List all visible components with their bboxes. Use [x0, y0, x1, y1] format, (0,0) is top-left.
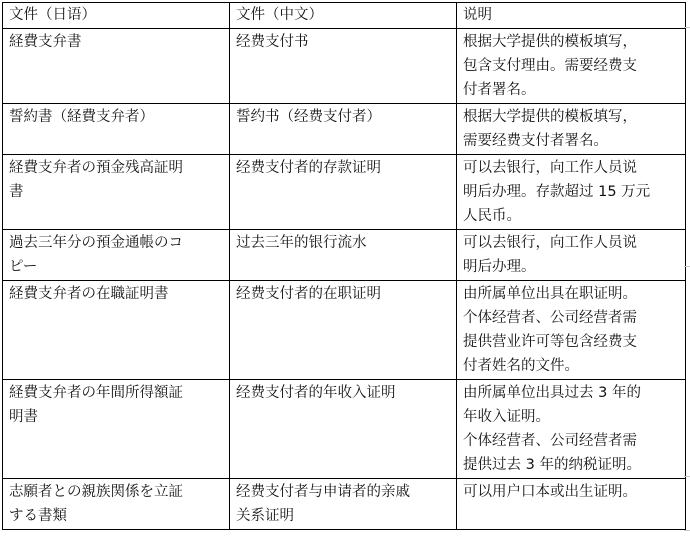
document-description: 根据大学提供的模板填写， 包含支付理由。需要经费支 付者署名。	[457, 29, 686, 104]
japanese-document-name: 誓約書（経費支弁者）	[3, 104, 230, 155]
page-edge-mark	[684, 530, 690, 531]
document-description: 可以用户口本或出生证明。	[457, 479, 686, 530]
page-edge-mark	[684, 476, 690, 477]
japanese-document-name: 経費支弁者の預金残高証明 書	[3, 155, 230, 230]
header-japanese-document: 文件（日语）	[3, 3, 230, 29]
japanese-document-name: 志願者との親族関係を立証 する書類	[3, 479, 230, 530]
chinese-document-name: 过去三年的银行流水	[230, 230, 457, 281]
chinese-document-name: 经费支付者的在职证明	[230, 281, 457, 380]
header-chinese-document: 文件（中文）	[230, 3, 457, 29]
table-row	[3, 380, 686, 479]
table-row	[3, 281, 686, 380]
chinese-document-name: 经费支付者与申请者的亲戚 关系证明	[230, 479, 457, 530]
japanese-document-name: 経費支弁者の年間所得額証 明書	[3, 380, 230, 479]
document-description: 由所属单位出具过去 3 年的 年收入证明。 个体经营者、公司经营者需 提供过去 3 年的纳税证明。	[457, 380, 686, 479]
japanese-document-name: 過去三年分の預金通帳のコ ピー	[3, 230, 230, 281]
page-edge-mark	[684, 27, 690, 28]
header-row	[3, 3, 686, 29]
document-description: 可以去银行，向工作人员说 明后办理。存款超过 15 万元 人民币。	[457, 155, 686, 230]
japanese-document-name: 経費支弁書	[3, 29, 230, 104]
chinese-document-name: 誓约书（经费支付者）	[230, 104, 457, 155]
documents-table	[2, 2, 686, 530]
header-description: 说明	[457, 3, 686, 29]
chinese-document-name: 经费支付书	[230, 29, 457, 104]
document-description: 由所属单位出具在职证明。 个体经营者、公司经营者需 提供营业许可等包含经费支 付者姓名的文件。	[457, 281, 686, 380]
japanese-document-name: 経費支弁者の在職証明書	[3, 281, 230, 380]
table-row	[3, 29, 686, 104]
chinese-document-name: 经费支付者的存款证明	[230, 155, 457, 230]
page-edge-mark	[684, 266, 690, 267]
table-row	[3, 479, 686, 530]
table-row	[3, 155, 686, 230]
table-row	[3, 104, 686, 155]
document-description: 根据大学提供的模板填写， 需要经费支付者署名。	[457, 104, 686, 155]
table-row	[3, 230, 686, 281]
chinese-document-name: 经费支付者的年收入证明	[230, 380, 457, 479]
document-description: 可以去银行，向工作人员说 明后办理。	[457, 230, 686, 281]
